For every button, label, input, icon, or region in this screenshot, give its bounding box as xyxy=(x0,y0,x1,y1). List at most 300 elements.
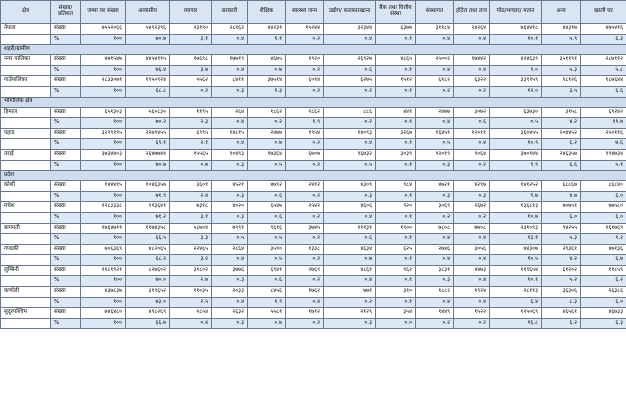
table-cell: ०.१ xyxy=(376,139,416,150)
region-label xyxy=(1,34,51,45)
table-cell: १०० xyxy=(81,297,126,308)
table-cell: १६७३२ xyxy=(324,149,376,160)
table-cell: २.३ xyxy=(170,118,212,129)
region-label: कोशी xyxy=(1,181,51,192)
table-cell: १६१७६९ xyxy=(581,223,626,234)
table-cell: २५०११६ xyxy=(581,128,626,139)
table-cell: ७.६ xyxy=(581,139,626,150)
table-cell: ८.३ xyxy=(542,297,581,308)
unit-label: % xyxy=(51,160,81,171)
table-cell: ३७७६ xyxy=(212,265,248,276)
table-cell: २६४७७४४ xyxy=(126,149,170,160)
table-cell: ६.० xyxy=(581,191,626,202)
table-cell: ३१० xyxy=(376,287,416,298)
table-cell: ३.१ xyxy=(170,212,212,223)
table-cell: ०.२ xyxy=(286,212,324,223)
table-cell: ०.२ xyxy=(286,34,324,45)
table-cell: ९८१२६ xyxy=(542,76,581,87)
table-cell: ०.२ xyxy=(248,118,286,129)
table-cell: ०.२ xyxy=(416,86,454,97)
region-label xyxy=(1,255,51,266)
unit-label: संख्या xyxy=(51,55,81,66)
table-cell: ०.१ xyxy=(376,34,416,45)
table-row xyxy=(1,86,626,97)
unit-label: संख्या xyxy=(51,308,81,319)
table-cell: ०.६ xyxy=(324,234,376,245)
table-cell: ३.१ xyxy=(170,34,212,45)
table-cell: ३७०१४४ xyxy=(490,149,542,160)
table-cell: ६९९५ xyxy=(170,128,212,139)
table-cell: ३६३०६ xyxy=(542,287,581,298)
table-row xyxy=(1,265,626,276)
table-cell: ०.५ xyxy=(248,234,286,245)
table-cell: ०.४ xyxy=(324,139,376,150)
table-cell: ४६५६१ xyxy=(542,308,581,319)
table-cell: ३५११९१ xyxy=(542,55,581,66)
table-cell: ५५६२ xyxy=(170,76,212,87)
table-cell: २८१६२ xyxy=(212,24,248,35)
table-cell: ४८६५ xyxy=(376,55,416,66)
table-row xyxy=(1,244,626,255)
table-row xyxy=(1,128,626,139)
unit-label: % xyxy=(51,139,81,150)
column-header: संख्या/ प्रतिशत xyxy=(51,1,81,24)
table-cell: ६.० xyxy=(581,297,626,308)
unit-label: संख्या xyxy=(51,107,81,118)
table-cell: ४९८२६९ xyxy=(126,308,170,319)
table-cell: ७०.७ xyxy=(126,160,170,171)
column-header: आवासीय xyxy=(126,1,170,24)
table-cell: ९८६२ xyxy=(286,107,324,118)
table-cell: ३६०१ xyxy=(170,181,212,192)
unit-label: संख्या xyxy=(51,24,81,35)
table-cell: ०.१ xyxy=(376,276,416,287)
table-cell: ५.१ xyxy=(581,160,626,171)
table-cell: ०.२ xyxy=(454,318,490,329)
table-cell: ४४१ xyxy=(376,107,416,118)
table-cell: ३०३९ xyxy=(376,149,416,160)
table-cell: २०४४५२ xyxy=(542,128,581,139)
table-row xyxy=(1,308,626,319)
table-cell: ३१९६५२ xyxy=(126,287,170,298)
column-header: क्षेत्र xyxy=(1,1,51,24)
table-cell: ०.२ xyxy=(324,86,376,97)
table-cell: ०.२ xyxy=(286,255,324,266)
table-cell: ४.२ xyxy=(542,255,581,266)
table-cell: २२७९४५५ xyxy=(126,128,170,139)
table-cell: ०.३ xyxy=(212,86,248,97)
table-cell: २८७११२ xyxy=(581,55,626,66)
table-cell: ६१८२ xyxy=(416,76,454,87)
table-cell: २४७७ xyxy=(416,107,454,118)
table-cell: ०.५ xyxy=(416,139,454,150)
unit-label: % xyxy=(51,86,81,97)
table-cell: ०.१ xyxy=(376,65,416,76)
table-cell: ७१.२ xyxy=(126,212,170,223)
table-cell: ३७४५ xyxy=(286,223,324,234)
table-cell: ०.५ xyxy=(212,234,248,245)
unit-label: संख्या xyxy=(51,202,81,213)
table-cell: ०.१ xyxy=(376,255,416,266)
table-row xyxy=(1,276,626,287)
unit-label: संख्या xyxy=(51,244,81,255)
table-cell: १३३८ xyxy=(286,244,324,255)
table-cell: ९१३६४१ xyxy=(126,202,170,213)
table-cell: ०.२ xyxy=(324,118,376,129)
table-cell: १९२० xyxy=(286,55,324,66)
table-row xyxy=(1,76,626,87)
table-cell: ०.४ xyxy=(416,118,454,129)
unit-label: % xyxy=(51,65,81,76)
section-row xyxy=(1,97,626,107)
table-cell: १५५६५ xyxy=(170,149,212,160)
table-cell: ९६१६ xyxy=(248,223,286,234)
table-row xyxy=(1,118,626,129)
table-cell: ६.० xyxy=(581,212,626,223)
table-cell: ४६३४ xyxy=(324,244,376,255)
region-label xyxy=(1,318,51,329)
region-label: गण्डकी xyxy=(1,244,51,255)
table-cell: ९०६४ xyxy=(454,149,490,160)
table-cell: ०.२ xyxy=(416,318,454,329)
table-row xyxy=(1,191,626,202)
table-cell: २६३८६ xyxy=(581,287,626,298)
table-cell: १९५४ xyxy=(286,128,324,139)
table-cell: ४८२०६५ xyxy=(126,244,170,255)
table-cell: ०.४ xyxy=(324,212,376,223)
unit-label: % xyxy=(51,297,81,308)
table-row xyxy=(1,107,626,118)
table-cell: ०.२ xyxy=(454,86,490,97)
table-cell: २.१ xyxy=(170,139,212,150)
table-cell: १७१२ xyxy=(286,308,324,319)
column-header: स्वास्थ्य जन्य xyxy=(286,1,324,24)
table-cell: १७३६४ xyxy=(248,149,286,160)
table-cell: १९४७३४ xyxy=(581,149,626,160)
table-row xyxy=(1,223,626,234)
table-cell: ४७२१ xyxy=(416,181,454,192)
table-cell: २६३२ xyxy=(212,308,248,319)
table-cell: ०.६ xyxy=(248,276,286,287)
section-label: शहरी/ग्रामीण xyxy=(1,45,626,55)
table-cell: ३.२ xyxy=(170,255,212,266)
table-cell: ०.७ xyxy=(248,139,286,150)
table-cell: ०.० xyxy=(376,318,416,329)
table-cell: ०.४ xyxy=(212,65,248,76)
table-cell: ०.४ xyxy=(212,255,248,266)
table-cell: ५६०८३० xyxy=(126,107,170,118)
table-cell: ६८.८ xyxy=(126,86,170,97)
table-cell: ६.२ xyxy=(581,276,626,287)
table-cell: ०.३ xyxy=(212,318,248,329)
table-cell: ०.४ xyxy=(416,234,454,245)
table-cell: १.३ xyxy=(248,86,286,97)
table-cell: ९८४ xyxy=(376,181,416,192)
table-cell: १८६२ xyxy=(248,107,286,118)
unit-label: % xyxy=(51,318,81,329)
table-cell: ०.३ xyxy=(324,191,376,202)
region-label: पहाड xyxy=(1,128,51,139)
region-label xyxy=(1,234,51,245)
table-cell: २६९२७ xyxy=(324,55,376,66)
table-cell: ६.७ xyxy=(581,255,626,266)
region-label xyxy=(1,212,51,223)
table-cell: ०.४ xyxy=(212,139,248,150)
table-cell: ६३२२ xyxy=(454,76,490,87)
column-header: गोठ/भण्डार/ मतान xyxy=(490,1,542,24)
table-cell: ०.६ xyxy=(324,65,376,76)
table-cell: ०.६ xyxy=(248,191,286,202)
table-cell: १७७१९ xyxy=(212,55,248,66)
table-cell: २५००२ xyxy=(416,55,454,66)
table-cell: १०० xyxy=(81,86,126,97)
table-cell: १७६४७११ xyxy=(81,223,126,234)
table-cell: २३१९० xyxy=(170,24,212,35)
unit-label: % xyxy=(51,255,81,266)
table-cell: १०० xyxy=(81,255,126,266)
table-cell: १०४६३५७ xyxy=(126,181,170,192)
table-cell: ०.२ xyxy=(286,65,324,76)
table-row xyxy=(1,297,626,308)
table-cell: ०.२ xyxy=(286,139,324,150)
region-label: हिमाल xyxy=(1,107,51,118)
table-cell: ७७०८ xyxy=(454,223,490,234)
table-cell: १८८२ xyxy=(416,287,454,298)
column-header: होटेल तथा लज xyxy=(454,1,490,24)
unit-label: संख्या xyxy=(51,181,81,192)
table-body xyxy=(1,24,626,329)
table-cell: २७६९ xyxy=(286,265,324,276)
table-cell: ४७५४१६ xyxy=(581,24,626,35)
table-row xyxy=(1,160,626,171)
table-cell: ७९९१ xyxy=(212,223,248,234)
section-label: भौगोलिक क्षेत्र xyxy=(1,97,626,107)
table-cell: ४४२३१ xyxy=(248,24,286,35)
table-cell: ४६७५ xyxy=(248,55,286,66)
table-cell: ५५८१ xyxy=(248,308,286,319)
table-row xyxy=(1,318,626,329)
table-cell: ११९६५४ xyxy=(490,265,542,276)
table-cell: १७४४२ xyxy=(454,55,490,66)
table-cell: १०० xyxy=(81,212,126,223)
table-cell: ०.२ xyxy=(286,191,324,202)
table-cell: ३११८४ xyxy=(416,24,454,35)
table-cell: ४४७३ xyxy=(454,265,490,276)
table-cell: २४७७ xyxy=(248,128,286,139)
table-cell: १११३१ xyxy=(324,223,376,234)
table-cell: ०.१ xyxy=(376,234,416,245)
table-cell: १६४५१ xyxy=(416,128,454,139)
table-cell: ५.३ xyxy=(542,234,581,245)
table-cell: १९०० xyxy=(376,223,416,234)
table-row xyxy=(1,55,626,66)
table-cell: १४८१५ xyxy=(212,128,248,139)
table-cell: ७०.२ xyxy=(126,118,170,129)
unit-label: % xyxy=(51,276,81,287)
table-row xyxy=(1,255,626,266)
unit-label: संख्या xyxy=(51,223,81,234)
table-cell: १०० xyxy=(81,160,126,171)
table-cell: ५४९२३९६ xyxy=(126,24,170,35)
table-cell: ०.१ xyxy=(376,212,416,223)
table-cell: ०.२ xyxy=(286,234,324,245)
table-cell: २१२९ xyxy=(324,308,376,319)
table-cell: १.९ xyxy=(286,118,324,129)
table-cell: ४४३१७ xyxy=(542,24,581,35)
table-cell: ४२९७ xyxy=(454,181,490,192)
table-cell: ७०६३६९ xyxy=(81,244,126,255)
table-cell: ५.२ xyxy=(542,276,581,287)
table-cell: ४६०६ xyxy=(324,202,376,213)
table-cell: १.१ xyxy=(248,34,286,45)
table-row xyxy=(1,234,626,245)
table-cell: ६२५ xyxy=(376,244,416,255)
table-row xyxy=(1,287,626,298)
table-cell: ७८०८ xyxy=(416,223,454,234)
table-cell: १३.१ xyxy=(490,234,542,245)
region-label: लुम्बिनी xyxy=(1,265,51,276)
table-cell: ०.२ xyxy=(454,212,490,223)
table-cell: १२०११ xyxy=(454,128,490,139)
table-cell: ०.४ xyxy=(416,34,454,45)
table-cell: ०.४ xyxy=(286,297,324,308)
table-cell: ६.३ xyxy=(581,318,626,329)
table-cell: ३५४ xyxy=(376,308,416,319)
table-cell: १६.८ xyxy=(490,318,542,329)
table-cell: ७१.९ xyxy=(126,191,170,202)
unit-label: % xyxy=(51,34,81,45)
table-cell: ०.२ xyxy=(416,212,454,223)
table-cell: ०.४ xyxy=(212,297,248,308)
table-cell: १०० xyxy=(81,191,126,202)
table-cell: ३८३१ xyxy=(416,265,454,276)
table-cell: १०० xyxy=(81,34,126,45)
region-label: गाउँपालिका xyxy=(1,76,51,87)
table-cell: ४५२१ xyxy=(212,181,248,192)
table-cell: ०.२ xyxy=(286,318,324,329)
table-cell: ०.३ xyxy=(416,191,454,202)
table-cell: ०.४ xyxy=(324,34,376,45)
column-header: जम्मा घर संख्या xyxy=(81,1,126,24)
table-cell: ०.४ xyxy=(454,234,490,245)
table-cell: २७४६ xyxy=(416,244,454,255)
table-cell: २०३३ xyxy=(212,287,248,298)
table-cell: ६६.७ xyxy=(126,318,170,329)
table-cell: २८११३ xyxy=(490,287,542,298)
table-cell: ०.१ xyxy=(376,191,416,202)
table-cell: १४०९३ xyxy=(324,128,376,139)
table-cell: २४६३५७ xyxy=(542,149,581,160)
table-cell: ५८७०४ xyxy=(170,223,212,234)
table-cell: ३.३ xyxy=(170,234,212,245)
table-cell: ०.३ xyxy=(416,276,454,287)
table-cell: ८८६ xyxy=(324,107,376,118)
table-cell: ०.१ xyxy=(376,86,416,97)
table-cell: ०.४ xyxy=(416,297,454,308)
table-cell: ३०७२ xyxy=(454,107,490,118)
table-row xyxy=(1,202,626,213)
table-cell: ६१२४२ xyxy=(581,107,626,118)
unit-label: % xyxy=(51,234,81,245)
table-row xyxy=(1,139,626,150)
column-header: बैंक तथा वित्तीय संस्था xyxy=(376,1,416,24)
table-cell: ७६४४१८ xyxy=(490,24,542,35)
table-row xyxy=(1,34,626,45)
table-cell: ७०.० xyxy=(126,276,170,287)
table-cell: १०.७ xyxy=(490,212,542,223)
table-cell: २४१२ xyxy=(286,181,324,192)
table-cell: ५.९ xyxy=(542,34,581,45)
unit-label: % xyxy=(51,212,81,223)
table-cell: ३६०४५५ xyxy=(490,128,542,139)
table-cell: ४२४६३९ xyxy=(490,55,542,66)
table-cell: २.४ xyxy=(170,191,212,202)
table-cell: १४१२५२ xyxy=(490,181,542,192)
table-cell: ३७५१४ xyxy=(248,76,286,87)
table-cell: ०.२ xyxy=(286,160,324,171)
table-cell: ४७१५४७ xyxy=(81,55,126,66)
table-cell: ६१२०२ xyxy=(542,265,581,276)
table-cell: ०.७ xyxy=(324,255,376,266)
table-cell: १७६२ xyxy=(286,287,324,298)
table-cell: ९.२ xyxy=(581,234,626,245)
table-cell: ०.७ xyxy=(248,318,286,329)
table-cell: ३३९९५९ xyxy=(490,76,542,87)
table-cell: ७०७५१ xyxy=(542,202,581,213)
section-label: प्रदेश xyxy=(1,171,626,181)
table-row xyxy=(1,24,626,35)
unit-label: संख्या xyxy=(51,128,81,139)
table-cell: १०४९३ xyxy=(212,149,248,160)
table-cell: ०.३ xyxy=(212,191,248,202)
table-cell: ८४५६ xyxy=(248,287,286,298)
table-cell: ६.० xyxy=(542,212,581,223)
table-cell: १०.१ xyxy=(490,276,542,287)
table-cell: १०.५ xyxy=(490,255,542,266)
table-cell: २८३३०७१ xyxy=(81,76,126,87)
table-cell: २८५४ xyxy=(170,308,212,319)
table-cell: ७३१८ xyxy=(170,202,212,213)
table-cell: ०.५ xyxy=(490,118,542,129)
table-cell: ६८८६७ xyxy=(542,181,581,192)
region-label: नगर पालिका xyxy=(1,55,51,66)
table-cell: ३१५८ xyxy=(542,107,581,118)
table-cell: ६.४ xyxy=(490,297,542,308)
region-label xyxy=(1,118,51,129)
table-cell: ०.४ xyxy=(454,297,490,308)
table-cell: ११.७ xyxy=(581,118,626,129)
table-cell: ४०२० xyxy=(212,202,248,213)
table-cell: २५४२ xyxy=(286,202,324,213)
table-cell: २६७२ xyxy=(454,202,490,213)
column-header: उद्योग/ कलकारखाना xyxy=(324,1,376,24)
region-label: मधेश xyxy=(1,202,51,213)
table-cell: ३२९९१९५ xyxy=(81,128,126,139)
region-label xyxy=(1,139,51,150)
table-cell: १०० xyxy=(81,318,126,329)
table-row xyxy=(1,181,626,192)
table-cell: ०.१ xyxy=(376,118,416,129)
unit-label: संख्या xyxy=(51,149,81,160)
table-cell: १५२२ xyxy=(454,308,490,319)
table-cell: ०.४ xyxy=(416,255,454,266)
table-cell: ६९.१ xyxy=(126,139,170,150)
table-cell: ३०५६ xyxy=(454,244,490,255)
column-header: खाली घर xyxy=(581,1,626,24)
unit-label: संख्या xyxy=(51,76,81,87)
table-cell: ९६२ xyxy=(376,265,416,276)
table-cell: ०.३ xyxy=(212,160,248,171)
